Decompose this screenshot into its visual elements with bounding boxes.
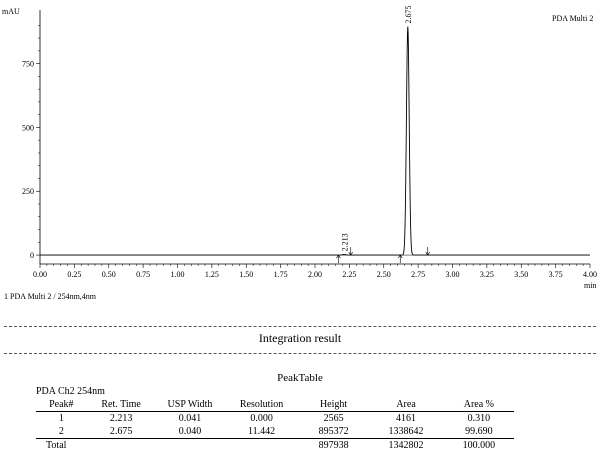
y-axis-unit: mAU (2, 7, 20, 16)
cell: 0.041 (178, 413, 202, 424)
peak-label: 2.213 (340, 233, 350, 252)
chart-ticks (22, 25, 597, 279)
col-area-pct: Area % (444, 398, 514, 412)
col-peak: Peak# (36, 398, 87, 412)
x-tick-label: 2.00 (308, 270, 322, 279)
x-tick-label: 1.50 (239, 270, 254, 279)
x-tick-label: 1.00 (170, 270, 185, 279)
cell: 895372 (318, 426, 349, 437)
col-height: Height (299, 398, 369, 412)
x-tick-label: 3.00 (445, 270, 460, 279)
channel-tag: PDA Multi 2 (552, 14, 594, 23)
x-tick-label: 1.75 (273, 270, 288, 279)
table-row (36, 412, 514, 426)
x-tick-label: 1.25 (204, 270, 219, 279)
y-tick-label: 250 (22, 187, 34, 197)
cell: 2.675 (109, 426, 133, 437)
chart-axes (40, 10, 590, 264)
x-tick-label: 3.25 (479, 270, 494, 279)
divider-top (4, 326, 596, 327)
col-area: Area (368, 398, 443, 412)
x-tick-label: 3.75 (548, 270, 563, 279)
y-tick-label: 0 (30, 251, 34, 261)
cell: 1 (58, 413, 64, 424)
x-tick-label: 2.25 (342, 270, 357, 279)
table-row (36, 425, 514, 439)
x-tick-label: 2.50 (376, 270, 391, 279)
x-tick-label: 4.00 (583, 270, 597, 279)
cell: 99.690 (465, 426, 493, 437)
peak-table-channel: PDA Ch2 254nm (36, 386, 105, 397)
divider-bottom (4, 353, 596, 354)
total-height: 897938 (299, 439, 369, 453)
cell: 2 (58, 426, 64, 437)
cell: 1338642 (388, 426, 424, 437)
cell: 2565 (323, 413, 344, 424)
total-area: 1342802 (368, 439, 443, 453)
cell: 11.442 (247, 426, 276, 437)
cell: 0.040 (178, 426, 202, 437)
chromatogram-trace (40, 27, 590, 256)
total-label: Total (36, 439, 87, 453)
x-tick-label: 2.75 (411, 270, 426, 279)
col-ret-time: Ret. Time (87, 398, 156, 412)
x-tick-label: 0.75 (136, 270, 151, 279)
peak-table (36, 398, 514, 452)
integration-title: Integration result (258, 331, 342, 345)
col-resolution: Resolution (224, 398, 298, 412)
total-area-pct: 100.000 (444, 439, 514, 453)
x-tick-label: 0.00 (33, 270, 47, 279)
table-total-row (36, 439, 514, 453)
peak-table-header (36, 398, 514, 412)
cell: 0.310 (467, 413, 491, 424)
trace-caption: 1 PDA Multi 2 / 254nm,4nm (4, 292, 97, 300)
x-tick-label: 0.50 (101, 270, 116, 279)
x-tick-label: 0.25 (67, 270, 82, 279)
y-tick-label: 500 (22, 123, 34, 133)
col-usp-width: USP Width (156, 398, 225, 412)
x-tick-label: 3.50 (514, 270, 529, 279)
cell: 0.000 (250, 413, 273, 424)
cell: 2.213 (109, 413, 133, 424)
peak-labels (340, 6, 413, 252)
y-tick-label: 750 (22, 59, 34, 69)
cell: 4161 (396, 413, 417, 424)
peak-label: 2.675 (403, 5, 413, 24)
x-axis-unit: min (584, 281, 597, 290)
peak-table-title: PeakTable (277, 372, 323, 384)
